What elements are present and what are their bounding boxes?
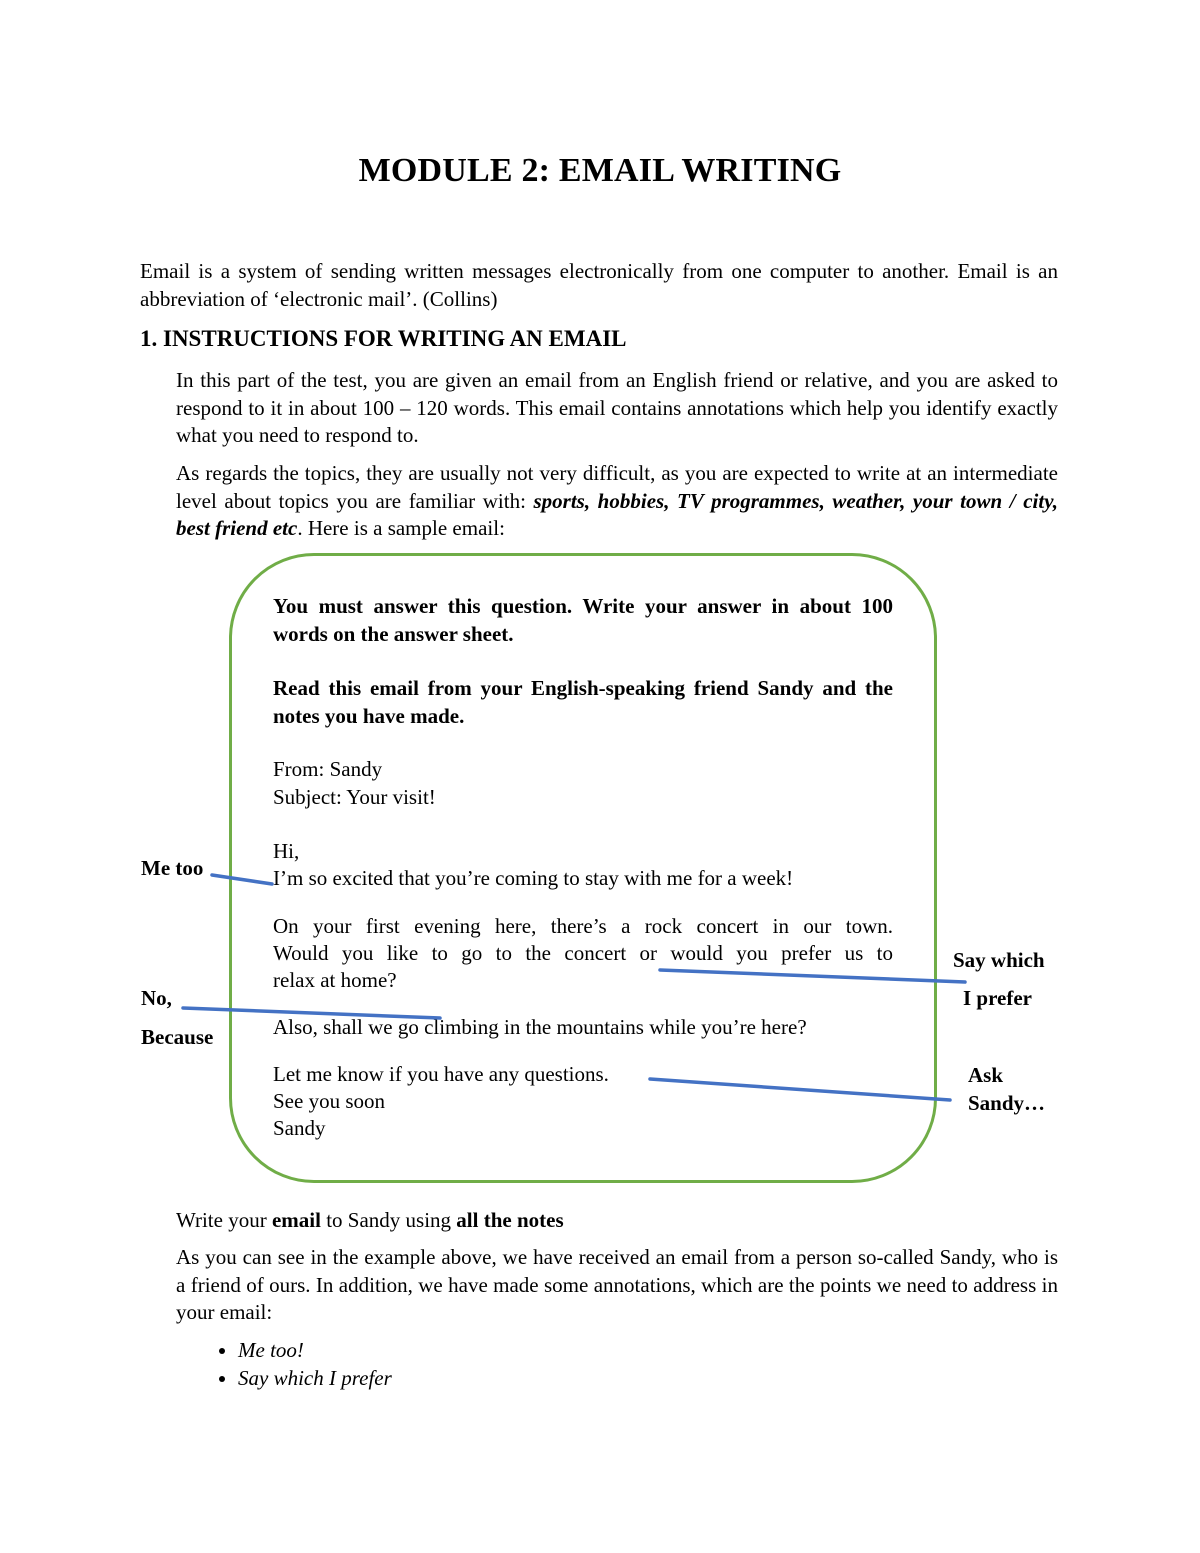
page-title: MODULE 2: EMAIL WRITING [358,152,842,189]
email-greeting: Hi, [273,839,300,863]
write-prefix: Write your [176,1208,272,1232]
email-from: From: Sandy [273,757,383,781]
note-because: Because [141,1025,214,1049]
annotation-bullet-list [214,1336,392,1392]
note-sandy: Sandy… [968,1091,1046,1115]
instructions-paragraph: In this part of the test, you are given an email from an English friend or relative, and you are asked to respond to it in about 100 – 120 words. This email contains annotations which help you identify exactly what you need to respond to. [176,368,1058,447]
write-mid: to Sandy using [320,1208,457,1232]
write-email-word: email [271,1208,321,1232]
note-i-prefer: I prefer [963,986,1032,1010]
email-subject: Subject: Your visit! [273,785,436,809]
intro-paragraph: Email is a system of sending written messages electronically from one computer to another. Email is an abbreviation of ‘electronic mail’. (Collins) [140,259,1058,311]
note-me-too: Me too [141,856,204,880]
bullet-item: • Say which I prefer [238,1364,392,1392]
section-heading: 1. INSTRUCTIONS FOR WRITING AN EMAIL [140,326,627,351]
annotations-paragraph: As you can see in the example above, we have received an email from a person so-called Sandy, who is a friend of ours. In addition, we have made some annotations, which are the points we need to address in your email: [176,1245,1058,1324]
note-no: No, [141,986,172,1010]
email-closing-questions: Let me know if you have any questions. [273,1062,609,1086]
email-climbing-line: Also, shall we go climbing in the mountains while you’re here? [273,1015,807,1039]
write-notes-phrase: all the notes [456,1208,564,1232]
write-instruction [176,1207,564,1235]
topics-intro-text: As regards the topics, they are usually not very difficult, as you are expected to write at an intermediate level about topics you are familiar with: [176,461,1058,513]
email-line-excited: I’m so excited that you’re coming to stay with me for a week! [273,866,794,890]
note-say-which: Say which [953,948,1045,972]
email-concert-line-2: Would you like to go to the concert or would you prefer us to [273,941,893,965]
email-closing-see-you: See you soon [273,1089,385,1113]
topics-end-text: . Here is a sample email: [297,516,505,540]
note-ask: Ask [968,1063,1004,1087]
bullet-item: • Me too! [238,1336,392,1364]
email-concert-line-1: On your first evening here, there’s a rock concert in our town. [273,914,893,938]
task-instruction-answer: You must answer this question. Write your answer in about 100 words on the answer sheet. [273,594,893,646]
topics-list: sports, hobbies, TV programmes, weather, your town / city, best friend etc [176,488,1058,540]
email-concert-line-3: relax at home? [273,968,397,992]
topics-paragraph [176,460,1058,543]
task-instruction-read: Read this email from your English-speaking friend Sandy and the notes you have made. [273,676,893,728]
email-signature: Sandy [273,1116,326,1140]
